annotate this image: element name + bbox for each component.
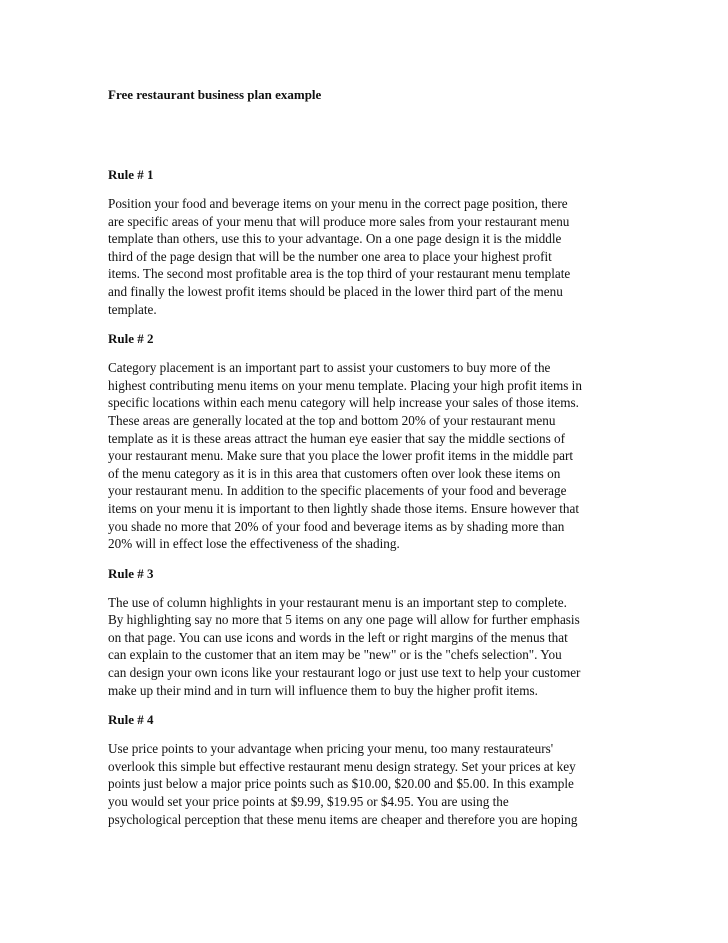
text-line: highest contributing menu items on your menu template. Placing your high profit items in [108, 377, 582, 393]
rule-1-body [108, 195, 628, 318]
text-line: 20% will in effect lose the effectiveness of the shading. [108, 536, 400, 552]
document-content [108, 86, 628, 840]
text-line: These areas are generally located at the top and bottom 20% of your restaurant menu [108, 412, 556, 428]
text-line: items. The second most profitable area is the top third of your restaurant menu template [108, 266, 571, 282]
rule-1-heading: Rule # 1 [108, 167, 154, 182]
rule-2-heading: Rule # 2 [108, 331, 154, 347]
text-line: on that page. You can use icons and words in the left or right margins of the menus that [108, 629, 568, 645]
text-line: template. [108, 301, 157, 317]
text-line: overlook this simple but effective restaurant menu design strategy. Set your prices at key [108, 758, 576, 774]
rule-4-heading: Rule # 4 [108, 712, 154, 728]
text-line: and finally the lowest profit items should be placed in the lower third part of the menu [108, 283, 563, 299]
text-line: your restaurant menu. In addition to the specific placements of your food and beverage [108, 483, 567, 499]
text-line: By highlighting say no more that 5 items on any one page will allow for further emphasis [108, 612, 580, 628]
text-line: are specific areas of your menu that will produce more sales from your restaurant menu [108, 213, 570, 229]
text-line: Use price points to your advantage when pricing your menu, too many restaurateurs' [108, 741, 554, 757]
text-line: you shade no more that 20% of your food and beverage items as by shading more than [108, 518, 565, 534]
rule-3-body [108, 594, 628, 700]
document-title: Free restaurant business plan example [108, 87, 322, 102]
text-line: specific locations within each menu category will help increase your sales of those items. [108, 395, 579, 411]
text-line: you would set your price points at $9.99, $19.95 or $4.95. You are using the [108, 794, 509, 810]
rule-2-body [108, 359, 628, 553]
text-line: your restaurant menu. Make sure that you place the lower profit items in the middle part [108, 448, 574, 464]
rule-4-body [108, 740, 628, 828]
text-line: can design your own icons like your restaurant logo or just use text to help your customer [108, 665, 581, 681]
text-line: template than others, use this to your advantage. On a one page design it is the middle [108, 231, 562, 247]
rule-3-heading: Rule # 3 [108, 565, 154, 581]
text-line: psychological perception that these menu items are cheaper and therefore you are hoping [108, 811, 578, 827]
text-line: of the menu category as it is in this area that customers often over look these items on [108, 465, 561, 481]
text-line: can explain to the customer that an item may be "new" or is the "chefs selection". You [108, 647, 562, 663]
text-line: third of the page design that will be the number one area to place your highest profit [108, 248, 552, 264]
text-line: The use of column highlights in your restaurant menu is an important step to complete. [108, 594, 567, 610]
text-line: template as it is these areas attract the human eye easier that say the middle sections of [108, 430, 565, 446]
text-line: Category placement is an important part to assist your customers to buy more of the [108, 360, 551, 376]
text-line: Position your food and beverage items on your menu in the correct page position, there [108, 196, 568, 211]
text-line: items on your menu it is important to then lightly shade those items. Ensure however that [108, 500, 580, 516]
text-line: make up their mind and in turn will influence them to buy the higher profit items. [108, 682, 538, 698]
text-line: points just below a major price points such as $10.00, $20.00 and $5.00. In this example [108, 776, 574, 792]
